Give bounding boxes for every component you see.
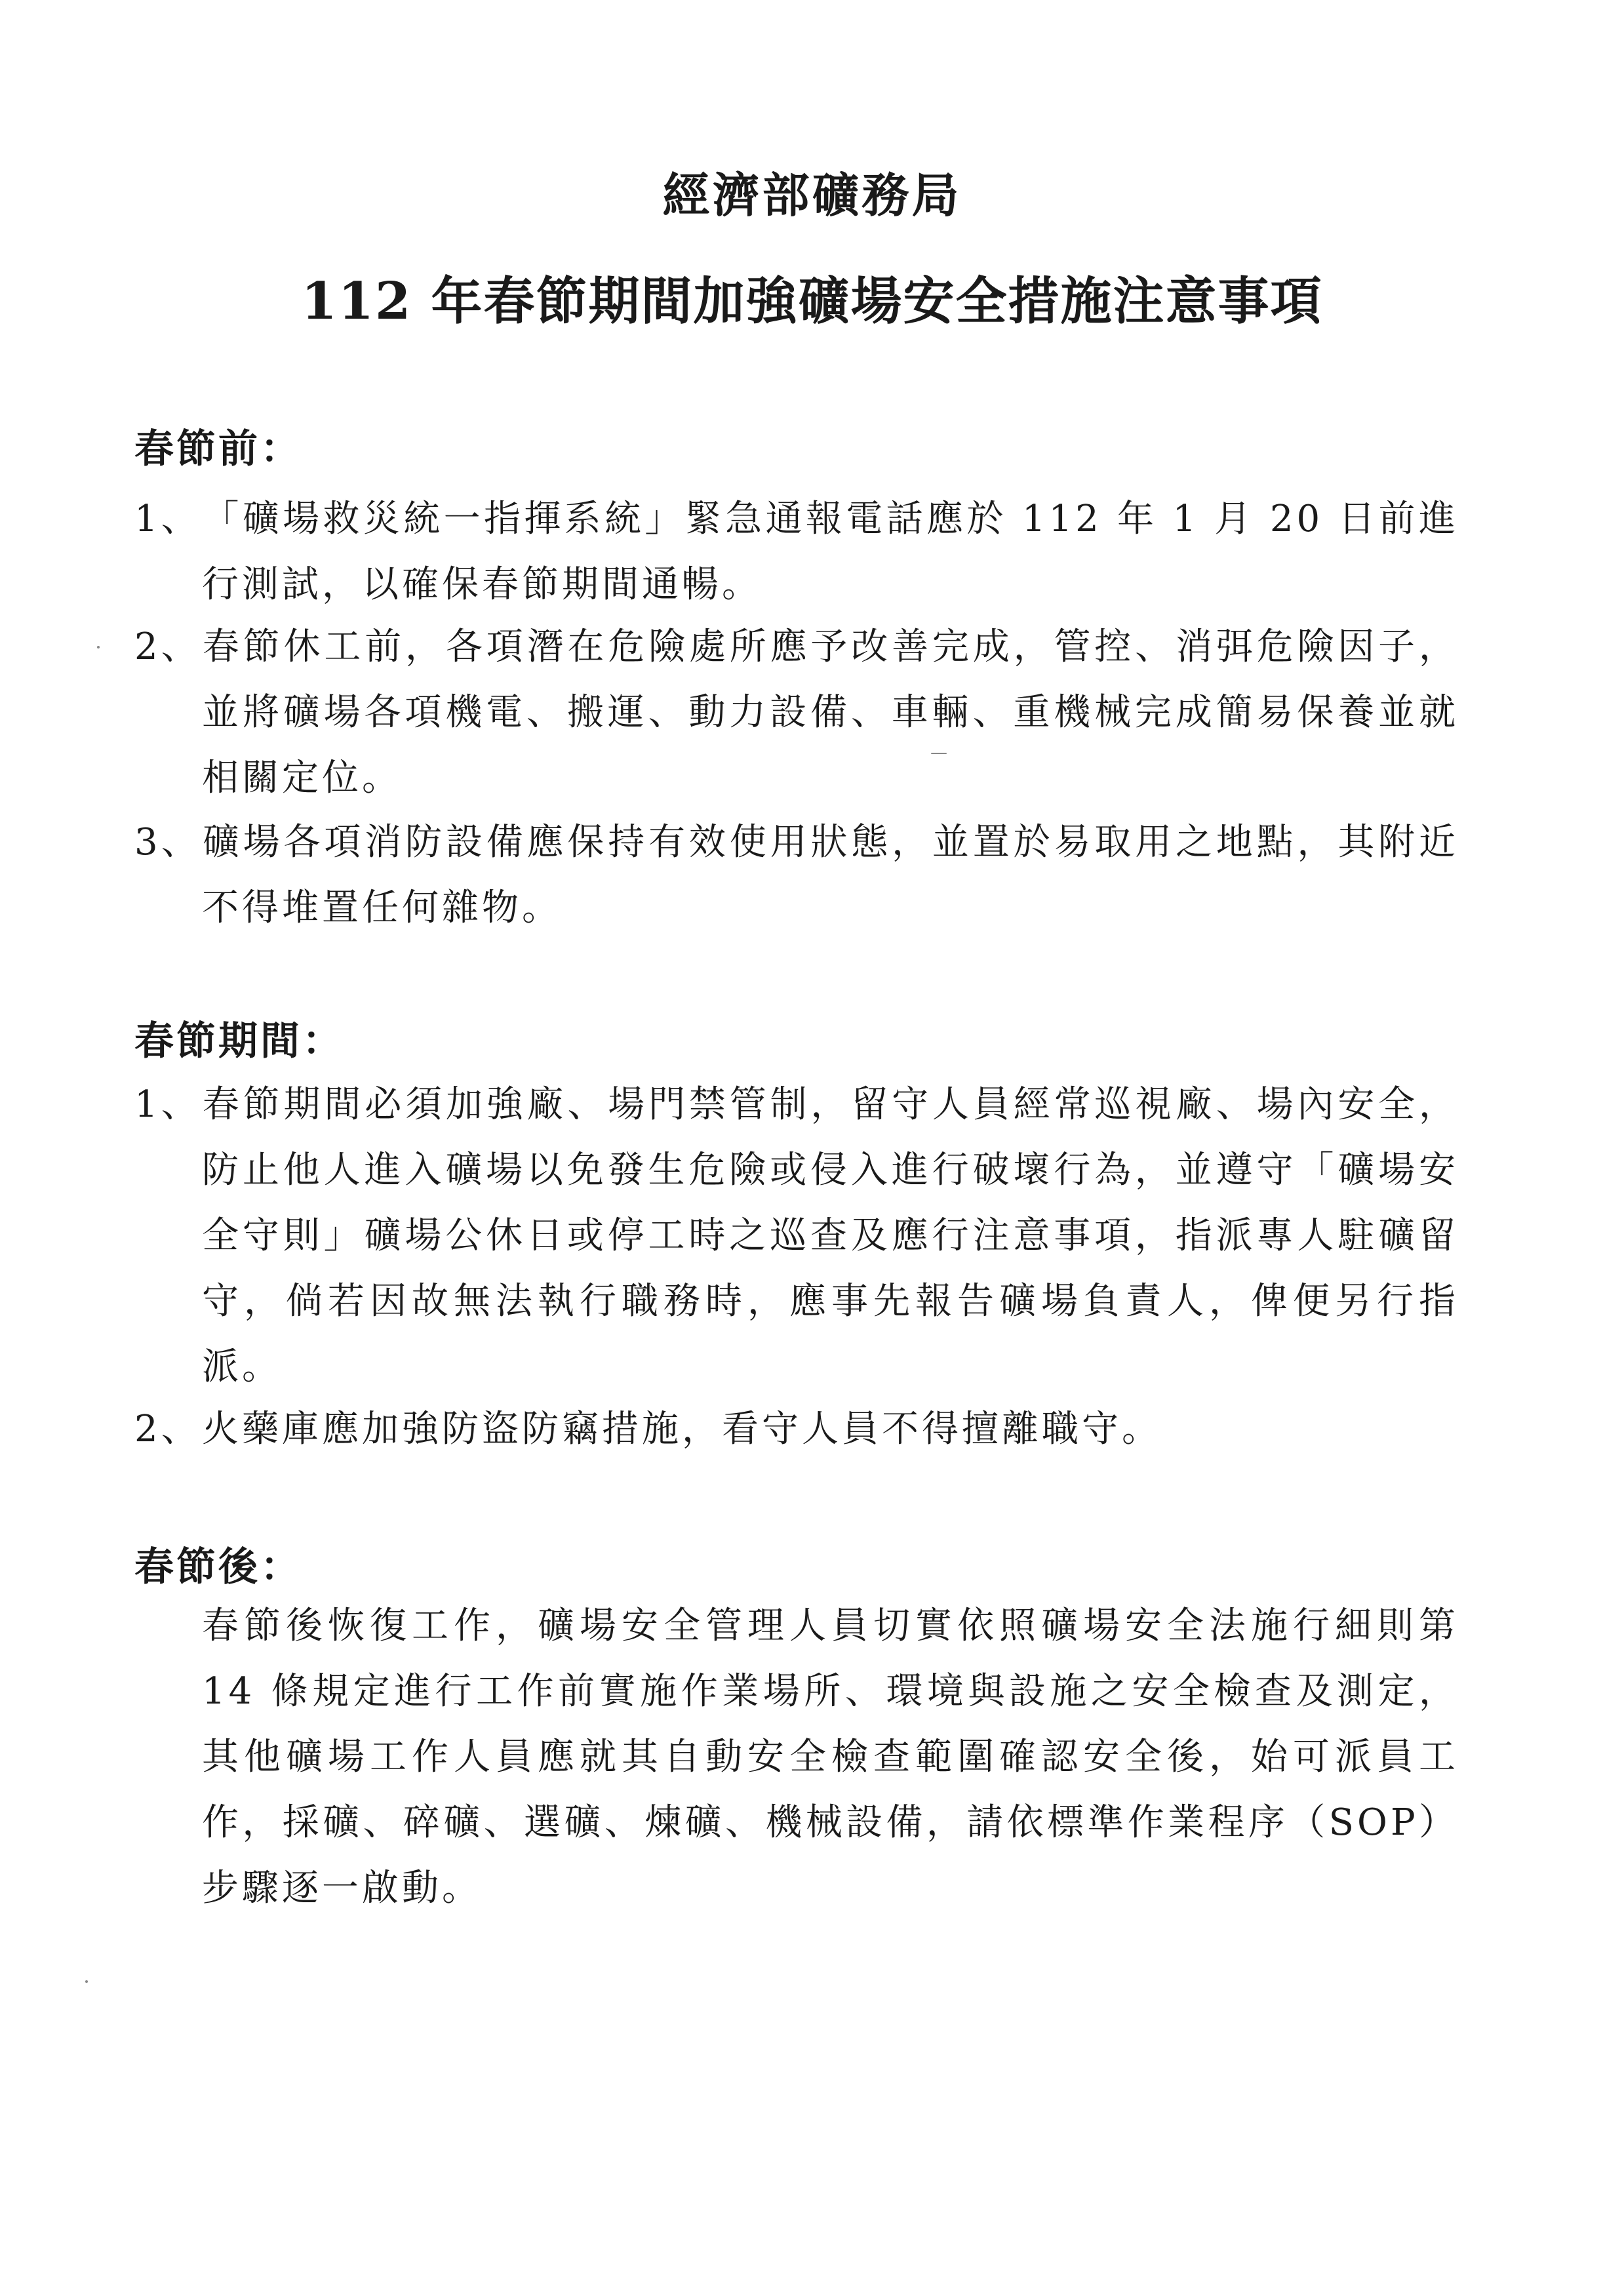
before-item-2	[134, 614, 1459, 811]
before-item-1	[134, 487, 1459, 618]
item-number: 1、	[134, 1083, 201, 1126]
during-item-1	[134, 1072, 1459, 1400]
section-heading-before: 春節前：	[134, 426, 302, 472]
item-number: 2、	[134, 626, 201, 668]
scan-speck	[931, 753, 947, 754]
item-text: 「礦場救災統一指揮系統」緊急通報電話應於 112 年 1 月 20 日前進行測試，以確保春節期間通暢。	[202, 498, 1459, 606]
document-title: 112 年春節期間加強礦場安全措施注意事項	[301, 271, 1323, 331]
scan-speck	[97, 646, 100, 649]
item-text: 春節休工前，各項潛在危險處所應予改善完成，管控、消弭危險因子，並將礦場各項機電、搬運、動力設備、車輛、重機械完成簡易保養並就相關定位。	[202, 626, 1459, 799]
before-item-3	[134, 810, 1459, 941]
section-heading-after: 春節後：	[134, 1544, 302, 1590]
item-text: 火藥庫應加強防盜防竊措施，看守人員不得擅離職守。	[202, 1408, 1162, 1450]
item-number: 1、	[134, 498, 201, 540]
scan-speck	[85, 1980, 88, 1983]
section-heading-during: 春節期間：	[134, 1018, 344, 1064]
item-text: 礦場各項消防設備應保持有效使用狀態，並置於易取用之地點，其附近不得堆置任何雜物。	[202, 821, 1459, 929]
item-number: 2、	[134, 1408, 201, 1450]
organization-title: 經濟部礦務局	[662, 167, 962, 223]
after-paragraph: 春節後恢復工作，礦場安全管理人員切實依照礦場安全法施行細則第 14 條規定進行工作前實施作業場所、環境與設施之安全檢查及測定，其他礦場工作人員應就其自動安全檢查範圍確認安全後，始可派員工作，採礦、碎礦、選礦、煉礦、機械設備，請依標準作業程序（SOP）步驟逐一啟動。	[202, 1605, 1459, 1909]
item-number: 3、	[134, 821, 201, 864]
during-item-2	[134, 1397, 1459, 1462]
item-text: 春節期間必須加強廠、場門禁管制，留守人員經常巡視廠、場內安全，防止他人進入礦場以免發生危險或侵入進行破壞行為，並遵守「礦場安全守則」礦場公休日或停工時之巡查及應行注意事項，指派專人駐礦留守，倘若因故無法執行職務時，應事先報告礦場負責人，俾便另行指派。	[202, 1083, 1459, 1388]
